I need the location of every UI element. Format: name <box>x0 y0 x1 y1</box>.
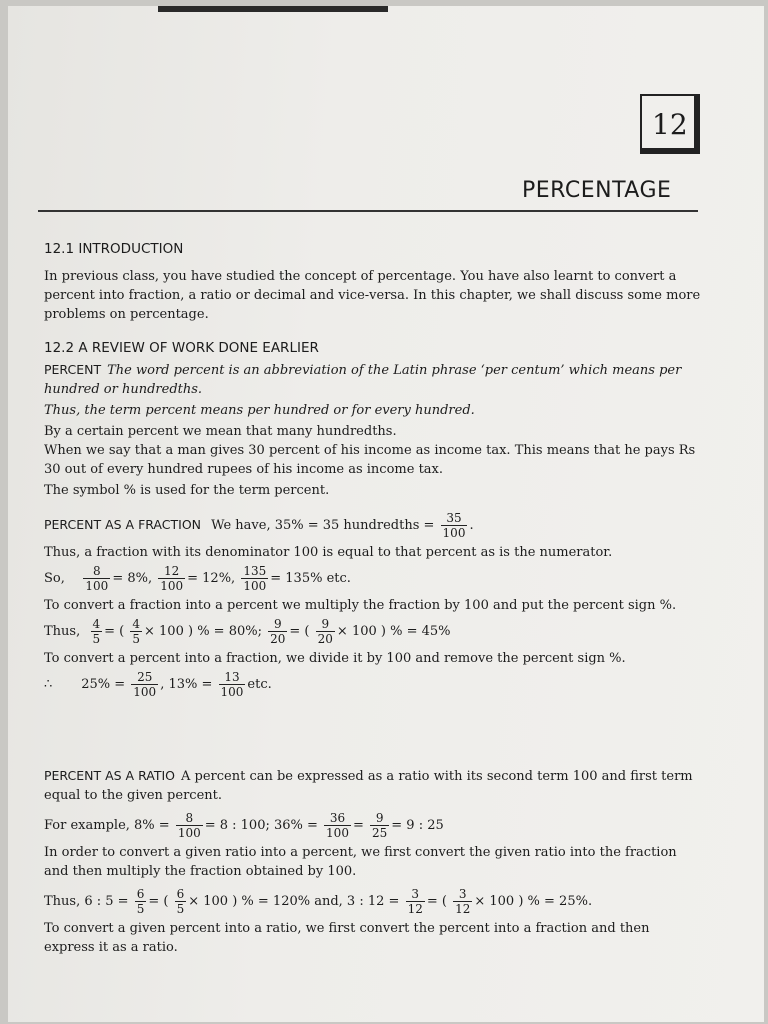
result-120: × 100 ) % = 120% and, 3 : 12 = <box>188 894 400 909</box>
percent-to-fraction-rule: To convert a percent into a fraction, we divide it by 100 and remove the percent sign %. <box>44 651 626 666</box>
fraction-section <box>44 508 702 702</box>
fraction-135-100: $\frac{135}{100}$ <box>243 564 267 593</box>
p25-text: 25% = <box>81 677 126 692</box>
income-tax-example: When we say that a man gives 30 percent of his income as income tax. This means that he pays Rs 30 out of every hundred rupees of his income as income tax. <box>44 443 696 477</box>
fraction-4-5: $\frac{4}{5}$ <box>92 617 101 646</box>
fraction-3-12-inner: $\frac{3}{12}$ <box>455 887 471 916</box>
fraction-8-100-ratio: $\frac{8}{100}$ <box>177 811 201 840</box>
introduction-section <box>44 241 702 324</box>
ratio-thus-text: Thus, 6 : 5 = <box>44 894 129 909</box>
etc-text: etc. <box>247 677 272 692</box>
fraction-13-100: $\frac{13}{100}$ <box>220 670 244 699</box>
intro-paragraph: In previous class, you have studied the concept of percentage. You have also learnt to convert a percent into fraction, a ratio or decimal and vice-versa. In this chapter, we shall discuss some more problems on percentage. <box>44 269 701 322</box>
certain-percent: By a certain percent we mean that many hundredths. <box>44 424 397 439</box>
ratio-label: PERCENT AS A RATIO <box>44 768 175 783</box>
fraction-9-25: $\frac{9}{25}$ <box>372 811 388 840</box>
result-8: = 8%, <box>112 571 153 586</box>
chapter-title: PERCENTAGE <box>522 178 672 203</box>
ratio-examples <box>44 809 702 843</box>
title-rule <box>38 210 698 212</box>
thus-definition: Thus, the term percent means per hundred or for every hundred. <box>44 403 475 418</box>
ratio-intro-text: A percent can be expressed as a ratio with its second term 100 and first term equal to the given percent. <box>44 769 693 803</box>
fraction-9-20-inner: $\frac{9}{20}$ <box>317 617 333 646</box>
textbook-page <box>8 6 764 1022</box>
percent-symbol: The symbol % is used for the term percent. <box>44 483 330 498</box>
for-example-text: For example, 8% = <box>44 818 170 833</box>
fraction-examples <box>44 562 702 596</box>
fraction-12-100: $\frac{12}{100}$ <box>160 564 184 593</box>
fraction-4-5-inner: $\frac{4}{5}$ <box>132 617 141 646</box>
fraction-8-100: $\frac{8}{100}$ <box>85 564 109 593</box>
page-top-edge <box>158 6 388 12</box>
ratio-to-percent-rule: In order to convert a given ratio into a percent, we first convert the given ratio into the fraction and then multiply the fraction obtained by 100. <box>44 845 677 879</box>
ratio-section <box>44 766 702 957</box>
thus-text: Thus, <box>44 624 81 639</box>
percent-to-fraction-examples <box>44 668 702 702</box>
fraction-conversion-examples: Thus, $\frac{4}{5}$ = ( $\frac{4}{5}$ × 100 ) % = 80%; $\frac{9}{20}$ = ( $\frac{9}{20}$ × 100 ) % = 45% <box>44 617 451 646</box>
p13-text: , 13% = <box>160 677 213 692</box>
fraction-36-100: $\frac{36}{100}$ <box>326 811 349 840</box>
percent-label: PERCENT <box>44 362 102 377</box>
ratio-intro <box>44 766 702 805</box>
we-have-text: We have, 35% = 35 hundredths = <box>211 518 435 533</box>
chapter-number-box <box>640 94 700 154</box>
percent-to-ratio-rule: To convert a given percent into a ratio, we first convert the percent into a fraction and then express it as a ratio. <box>44 921 650 955</box>
fraction-thus: Thus, a fraction with its denominator 100 is equal to that percent as is the numerator. <box>44 545 613 560</box>
fraction-label: PERCENT AS A FRACTION <box>44 517 202 532</box>
fraction-6-5: $\frac{6}{5}$ <box>136 887 145 916</box>
fraction-9-20: $\frac{9}{20}$ <box>270 617 286 646</box>
chapter-number: 12 <box>652 108 688 141</box>
result-45: × 100 ) % = 45% <box>336 624 451 639</box>
ratio-8-100: = 8 : 100; 36% = <box>204 818 318 833</box>
result-80: × 100 ) % = 80%; <box>144 624 262 639</box>
result-135: = 135% etc. <box>270 571 351 586</box>
fraction-25-100: $\frac{25}{100}$ <box>133 670 157 699</box>
therefore-symbol: ∴ <box>44 677 53 692</box>
fraction-3-12: $\frac{3}{12}$ <box>407 887 423 916</box>
review-section <box>44 340 702 500</box>
percent-definition <box>44 360 702 399</box>
equals-sign: = <box>352 818 364 833</box>
ratio-9-25: = 9 : 25 <box>391 818 444 833</box>
fraction-35-100: $\frac{35}{100}$ <box>442 511 466 540</box>
result-25: × 100 ) % = 25%. <box>474 894 593 909</box>
review-heading: 12.2 A REVIEW OF WORK DONE EARLIER <box>44 340 319 356</box>
intro-heading: 12.1 INTRODUCTION <box>44 241 184 257</box>
percent-definition-text: The word percent is an abbreviation of the Latin phrase ‘per centum’ which means per hundred or hundredths. <box>44 363 682 397</box>
fraction-we-have: PERCENT AS A FRACTION We have, 35% = 35 hundredths = $\frac{35}{100}$ . <box>44 511 474 540</box>
ratio-conversion-examples: Thus, 6 : 5 = $\frac{6}{5}$ = ( $\frac{6}{5}$ × 100 ) % = 120% and, 3 : 12 = $\frac{3}{12}$ = ( $\frac{3}{12}$ × 100 ) % = 25%. <box>44 887 593 916</box>
fraction-to-percent-rule: To convert a fraction into a percent we multiply the fraction by 100 and put the percent sign %. <box>44 598 677 613</box>
so-text: So, <box>44 571 65 586</box>
result-12: = 12%, <box>187 571 236 586</box>
fraction-6-5-inner: $\frac{6}{5}$ <box>176 887 185 916</box>
